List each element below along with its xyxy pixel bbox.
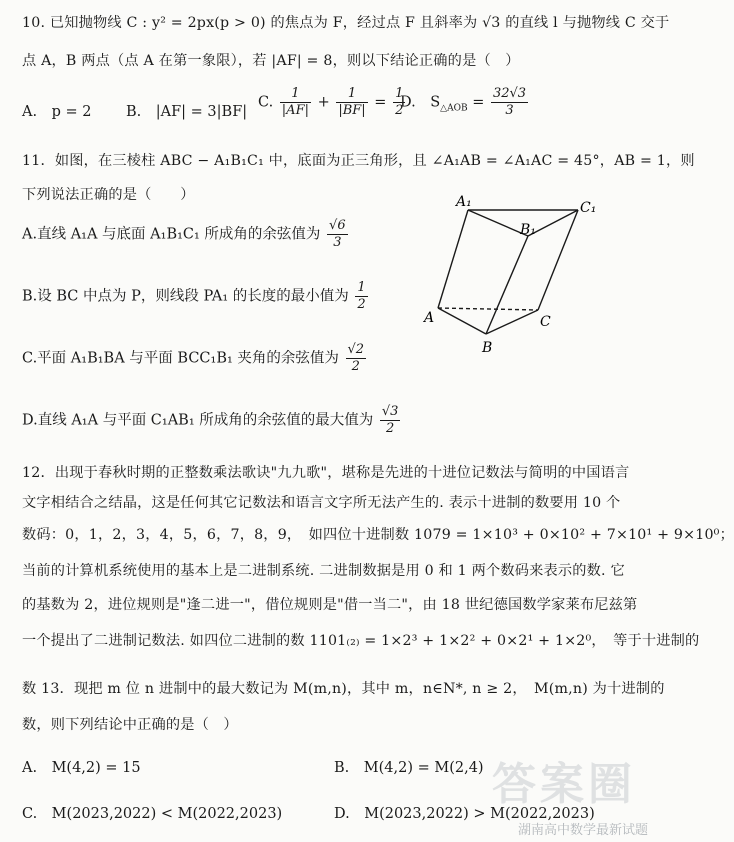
edge-a-c-hidden bbox=[438, 308, 538, 310]
q11-line-1: 11．如图，在三棱柱 ABC − A₁B₁C₁ 中，底面为正三角形，且 ∠A₁AB = ∠A₁AC = 45°，AB = 1，则 bbox=[22, 153, 695, 169]
watermark-text: 湖南高中数学最新试题 bbox=[517, 823, 648, 838]
q11-option-b bbox=[22, 280, 370, 313]
q10-d-fraction bbox=[491, 86, 528, 119]
q10-option-b: B. |AF| = 3|BF| bbox=[126, 104, 248, 120]
edge-a1-a bbox=[438, 210, 468, 308]
label-b: B bbox=[482, 340, 493, 356]
q11-c-num: √2 bbox=[347, 342, 365, 357]
q10-c-frac3-num: 1 bbox=[395, 86, 404, 101]
q10-option-a: A. p = 2 bbox=[22, 104, 92, 120]
q11-d-fraction bbox=[380, 404, 401, 437]
q12-line-4: 当前的计算机系统使用的基本上是二进制系统. 二进制数据是用 0 和 1 两个数码来表示的数. 它 bbox=[22, 563, 625, 579]
q11-a-num: √6 bbox=[329, 218, 346, 233]
q11-c-den: 2 bbox=[351, 359, 360, 374]
q10-c-fraction-1 bbox=[280, 86, 311, 119]
q11-b-den: 2 bbox=[357, 297, 366, 312]
q10-line-2: 点 A，B 两点（点 A 在第一象限），若 |AF| = 8，则以下结论正确的是（ ） bbox=[22, 53, 520, 69]
q11-b-num: 1 bbox=[357, 280, 366, 295]
label-b1: B₁ bbox=[520, 222, 536, 238]
q11-a-den: 3 bbox=[333, 235, 342, 250]
q11-option-c-text: C.平面 A₁B₁BA 与平面 BCC₁B₁ 夹角的余弦值为 bbox=[22, 350, 339, 367]
label-c: C bbox=[540, 314, 551, 330]
q10-c-frac1-num: 1 bbox=[280, 86, 311, 103]
q12-option-b: B. M(4,2) = M(2,4) bbox=[334, 760, 484, 776]
q10-option-d bbox=[400, 86, 530, 119]
q12-option-c: C. M(2023,2022) < M(2022,2023) bbox=[22, 806, 283, 822]
q12-line-6: 一个提出了二进制记数法. 如四位二进制的数 1101₍₂₎ = 1×2³ + 1×2² + 0×2¹ + 1×2⁰， 等于十进制的 bbox=[22, 633, 700, 649]
edge-b1-b bbox=[486, 236, 528, 334]
q10-c-plus: + bbox=[317, 94, 330, 111]
q10-line-1: 10. 已知抛物线 C : y² = 2px(p > 0) 的焦点为 F，经过点 F 且斜率为 √3 的直线 l 与抛物线 C 交于 bbox=[22, 15, 670, 31]
q11-option-b-text: B.设 BC 中点为 P，则线段 PA₁ 的长度的最小值为 bbox=[22, 288, 349, 305]
q12-option-d: D. M(2023,2022) > M(2022,2023) bbox=[334, 806, 595, 822]
q10-c-frac2-den: |BF| bbox=[338, 103, 366, 118]
q10-d-den: 3 bbox=[505, 103, 514, 118]
edge-a-b bbox=[438, 308, 486, 334]
q12-line-8: 数，则下列结论中正确的是（ ） bbox=[22, 717, 238, 733]
q10-d-equals: = bbox=[472, 94, 485, 111]
q11-option-d-text: D.直线 A₁A 与平面 C₁AB₁ 所成角的余弦值的最大值为 bbox=[22, 412, 374, 429]
q10-option-d-sub: △AOB bbox=[440, 103, 468, 114]
q11-a-fraction bbox=[327, 218, 348, 251]
q11-d-num: √3 bbox=[381, 404, 399, 419]
edge-a1-b1 bbox=[468, 210, 528, 236]
edge-b-c bbox=[486, 310, 538, 334]
label-a: A bbox=[424, 310, 435, 326]
q11-line-2: 下列说法正确的是（ ） bbox=[22, 187, 195, 203]
q12-line-7: 数 13．现把 m 位 n 进制中的最大数记为 M(m,n)，其中 m，n∈N*, n ≥ 2， M(m,n) 为十进制的 bbox=[22, 681, 665, 697]
q11-option-a bbox=[22, 218, 350, 251]
edge-c1-c bbox=[538, 210, 578, 310]
q10-c-fraction-2 bbox=[336, 86, 367, 119]
prism-figure bbox=[420, 190, 610, 360]
q11-d-den: 2 bbox=[386, 421, 395, 436]
label-a1: A₁ bbox=[456, 194, 472, 210]
q10-c-equals: = bbox=[374, 94, 387, 111]
q11-option-d bbox=[22, 404, 402, 437]
q12-line-1: 12．出现于春秋时期的正整数乘法歌诀"九九歌"，堪称是先进的十进位记数法与简明的中国语言 bbox=[22, 465, 630, 481]
q10-c-frac2-num: 1 bbox=[336, 86, 367, 103]
q10-option-d-label: D. S bbox=[400, 94, 441, 111]
q10-d-num: 32√3 bbox=[492, 86, 527, 101]
q11-option-a-text: A.直线 A₁A 与底面 A₁B₁C₁ 所成角的余弦值为 bbox=[22, 226, 321, 243]
label-c1: C₁ bbox=[580, 200, 597, 216]
q11-b-fraction bbox=[355, 280, 367, 313]
q12-line-3: 数码：0，1，2，3，4，5，6，7，8，9， 如四位十进制数 1079 = 1×10³ + 0×10² + 7×10¹ + 9×10⁰； bbox=[22, 527, 734, 543]
q12-line-5: 的基数为 2，进位规则是"逢二进一"，借位规则是"借一当二"，由 18 世纪德国数学家莱布尼兹第 bbox=[22, 597, 638, 613]
q12-line-2: 文字相结合之结晶，这是任何其它记数法和语言文字所无法产生的. 表示十进制的数要用 10 个 bbox=[22, 495, 621, 511]
q11-c-fraction bbox=[346, 342, 367, 375]
q12-option-a: A. M(4,2) = 15 bbox=[22, 760, 141, 776]
q10-option-c bbox=[258, 86, 407, 119]
q11-option-c bbox=[22, 342, 368, 375]
q10-option-c-label: C. bbox=[258, 94, 274, 111]
q10-c-frac1-den: |AF| bbox=[281, 103, 309, 118]
watermark-logo: 答案圈 bbox=[492, 759, 636, 810]
q10-c-frac3-den: 2 bbox=[395, 103, 404, 118]
